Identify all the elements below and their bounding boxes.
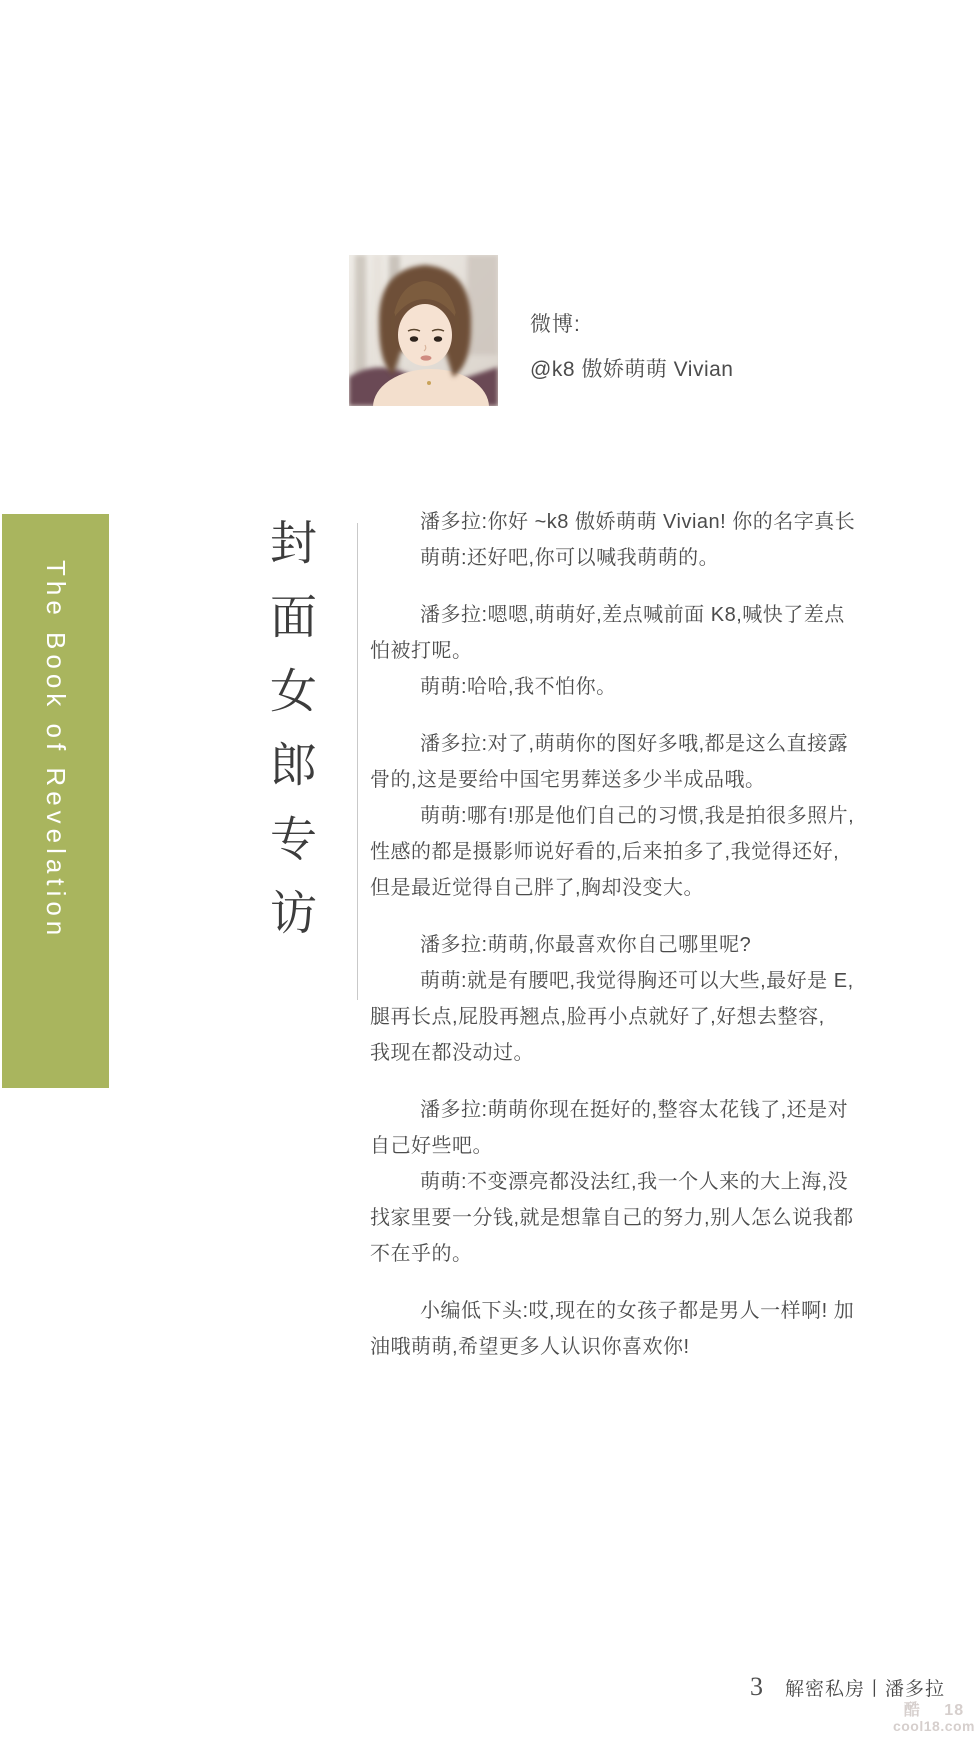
weibo-label: 微博:	[530, 313, 581, 336]
divider-line	[357, 523, 358, 1000]
interview-line: 潘多拉:你好 ~k8 傲娇萌萌 Vivian! 你的名字真长	[420, 511, 856, 533]
interview-paragraph	[370, 504, 856, 576]
interview-line: 不在乎的。	[370, 1243, 473, 1265]
series-banner	[2, 514, 109, 1088]
interview-line: 萌萌:还好吧,你可以喊我萌萌的。	[420, 547, 720, 569]
interview-line: 萌萌:就是有腰吧,我觉得胸还可以大些,最好是 E,	[420, 970, 854, 992]
watermark	[893, 1703, 975, 1734]
weibo-info	[530, 308, 733, 383]
watermark-logo-text: 酷 18	[903, 1701, 965, 1719]
interview-line: 性感的都是摄影师说好看的,后来拍多了,我觉得还好,	[370, 841, 840, 863]
interview-line: 潘多拉:萌萌你现在挺好的,整容太花钱了,还是对	[420, 1099, 849, 1121]
interview-line: 找家里要一分钱,就是想靠自己的努力,别人怎么说我都	[370, 1207, 854, 1229]
section-vertical-title: 封面女郎专访	[264, 518, 317, 962]
interview-line: 潘多拉:嗯嗯,萌萌好,差点喊前面 K8,喊快了差点	[420, 604, 845, 626]
interview-line: 油哦萌萌,希望更多人认识你喜欢你!	[370, 1336, 690, 1358]
interview-paragraph	[370, 597, 845, 705]
page-footer	[750, 1672, 945, 1702]
footer-title: 解密私房丨潘多拉	[784, 1679, 945, 1700]
interview-paragraph	[370, 1293, 855, 1365]
interview-paragraph	[370, 927, 854, 1071]
interview-line: 潘多拉:对了,萌萌你的图好多哦,都是这么直接露	[420, 733, 849, 755]
interview-paragraph	[370, 726, 855, 906]
interview-line: 我现在都没动过。	[370, 1042, 534, 1064]
interview-line: 腿再长点,屁股再翘点,脸再小点就好了,好想去整容,	[370, 1006, 825, 1028]
weibo-handle: @k8 傲娇萌萌 Vivian	[530, 358, 734, 381]
interview-body	[370, 504, 856, 1386]
interview-line: 但是最近觉得自己胖了,胸却没变大。	[370, 877, 705, 899]
cover-girl-photo	[349, 255, 498, 406]
interview-line: 萌萌:不变漂亮都没法红,我一个人来的大上海,没	[420, 1171, 849, 1193]
page-number: 3	[749, 1672, 763, 1701]
interview-line: 怕被打呢。	[370, 640, 473, 662]
interview-line: 萌萌:哈哈,我不怕你。	[420, 676, 617, 698]
interview-line: 小编低下头:哎,现在的女孩子都是男人一样啊! 加	[420, 1300, 855, 1322]
watermark-site-text: cool18.com	[892, 1718, 975, 1735]
cover-girl-photo-illustration	[349, 255, 498, 406]
interview-paragraph	[370, 1092, 854, 1272]
interview-line: 骨的,这是要给中国宅男葬送多少半成品哦。	[370, 769, 766, 791]
interview-line: 萌萌:哪有!那是他们自己的习惯,我是拍很多照片,	[420, 805, 855, 827]
interview-line: 潘多拉:萌萌,你最喜欢你自己哪里呢?	[420, 934, 752, 956]
series-title: The Book of Revelation	[41, 560, 71, 941]
interview-line: 自己好些吧。	[370, 1135, 493, 1157]
